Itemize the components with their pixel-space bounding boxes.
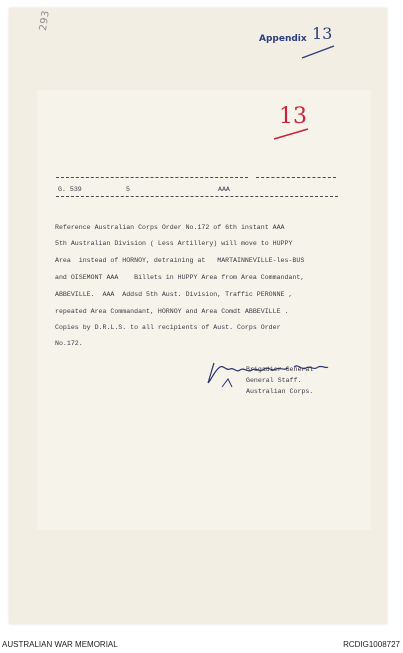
message-aaa: AAA [218,186,230,193]
message-reference: G. 539 [58,186,82,193]
handwritten-signature [204,357,332,391]
red-pencil-number: 13 [279,104,307,129]
body-line: and OISEMONT AAA Billets in HUPPY Area from Area Commandant, [55,274,305,281]
body-line: No.172. [55,340,83,347]
header-rule-top-left [56,177,248,178]
appendix-number: 13 [312,24,333,43]
signature-title-line: Brigadier-General [246,366,314,373]
appendix-underline-mark [300,42,336,62]
red-underline-mark [272,126,312,142]
body-line: 5th Australian Division ( Less Artillery) will move to HUPPY [55,240,293,247]
footer-record-id: RCDIG1008727 [343,640,400,649]
body-line: Reference Australian Corps Order No.172 of 6th instant AAA [55,224,285,231]
body-line: Area instead of HORNOY, detraining at MARTAINNEVILLE-les-BUS [55,257,305,264]
footer-source: AUSTRALIAN WAR MEMORIAL [2,640,118,649]
appendix-label: Appendix [259,34,307,44]
pencil-page-number: 293 [38,9,52,32]
body-line: ABBEVILLE. AAA Addsd 5th Aust. Division, Traffic PERONNE , [55,291,293,298]
header-rule-top-right [256,177,336,178]
signature-title-line: General Staff. [246,377,302,384]
signature-title-line: Australian Corps. [246,388,314,395]
header-rule-bottom [56,196,338,197]
body-line: Copies by D.R.L.S. to all recipients of Aust. Corps Order [55,324,281,331]
body-line: repeated Area Commandant, HORNOY and Area Comdt ABBEVILLE . [55,308,289,315]
message-number: 5 [126,186,130,193]
